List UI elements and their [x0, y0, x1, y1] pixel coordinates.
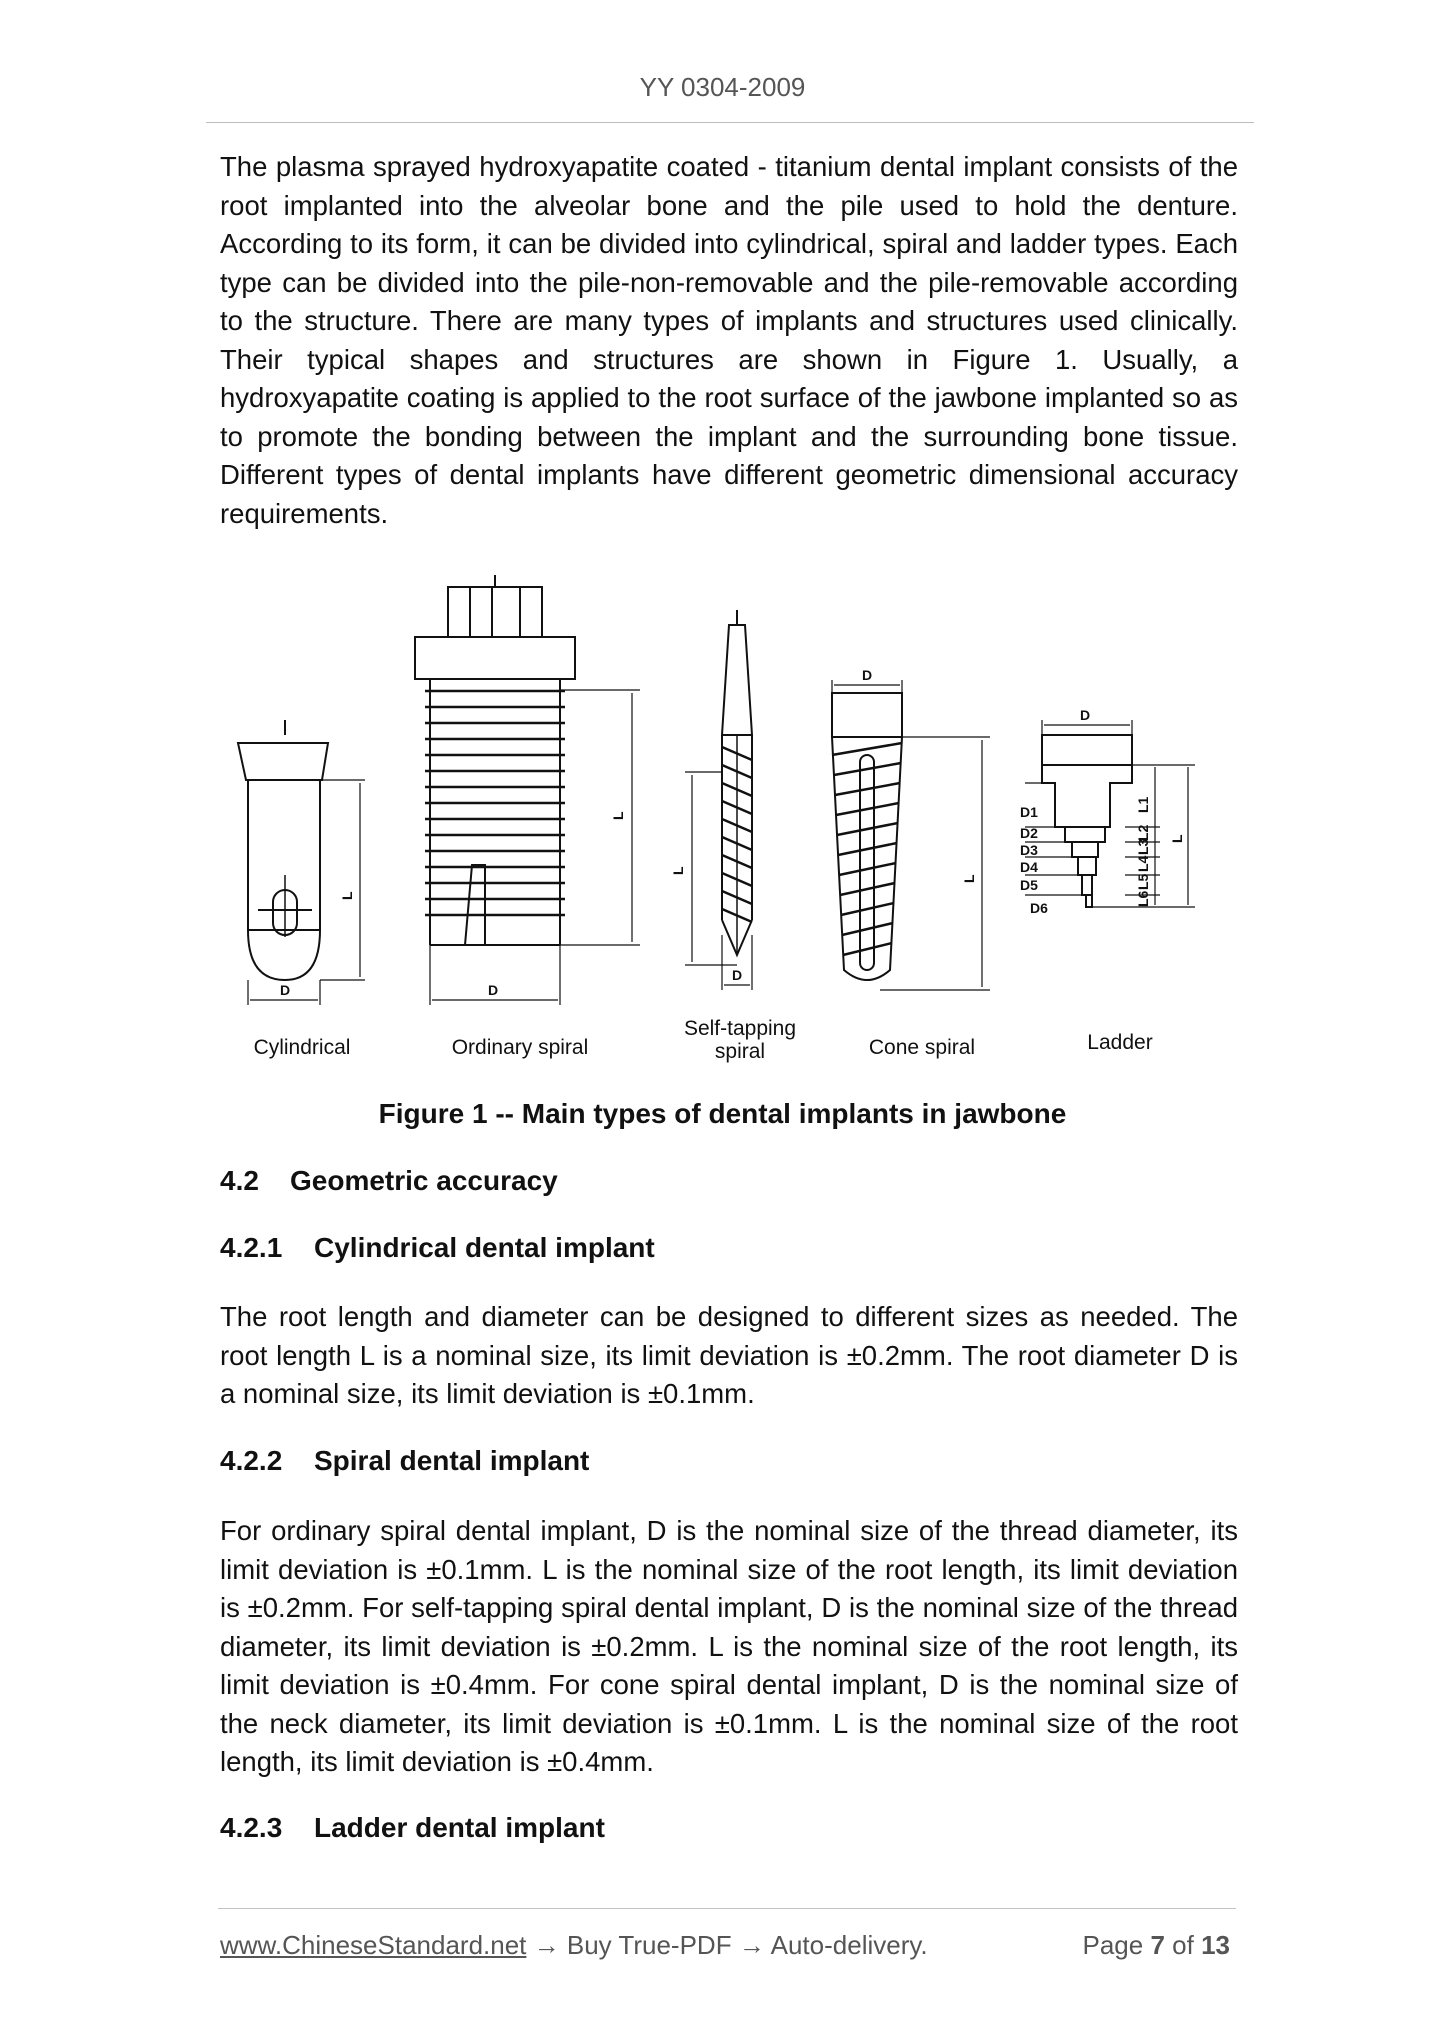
dim-label: L4: [1135, 855, 1151, 872]
arrow-icon: →: [738, 1930, 765, 1960]
ordinary-spiral-implant-drawing: [415, 575, 640, 1005]
arrow-icon: →: [533, 1930, 560, 1960]
cylindrical-implant-drawing: [238, 720, 365, 1005]
delivery-text: Auto-delivery.: [770, 1930, 928, 1960]
section-number: 4.2: [220, 1165, 259, 1196]
section-title: Cylindrical dental implant: [314, 1232, 655, 1263]
section-number: 4.2.2: [220, 1445, 283, 1476]
footer-rule: [218, 1908, 1236, 1909]
label-ladder: Ladder: [1087, 1031, 1153, 1054]
dim-label: L1: [1135, 796, 1151, 813]
dim-label: D6: [1030, 900, 1048, 916]
dim-label: L: [961, 874, 977, 883]
section-number: 4.2.3: [220, 1812, 283, 1843]
section-heading-4-2: [220, 1165, 558, 1197]
page-indicator: [1082, 1930, 1230, 1961]
section-4-2-1-body: The root length and diameter can be designed to different sizes as needed. The root length L is a nominal size, its limit deviation is ±0.2mm. The root diameter D is a nominal size, its limit deviation is ±0.1mm.: [220, 1301, 1238, 1409]
dim-label: D: [280, 982, 291, 998]
implant-diagram: [220, 565, 1238, 1065]
self-tapping-implant-drawing: [685, 610, 752, 990]
section-number: 4.2.1: [220, 1232, 283, 1263]
section-title: Ladder dental implant: [314, 1812, 605, 1843]
dim-label: D3: [1020, 842, 1038, 858]
dim-label: L5: [1135, 873, 1151, 890]
label-cylindrical: Cylindrical: [253, 1036, 351, 1059]
dim-label: L3: [1135, 838, 1151, 855]
page-total: 13: [1201, 1930, 1230, 1960]
cone-spiral-implant-drawing: [832, 680, 990, 990]
label-ordinary-spiral: Ordinary spiral: [451, 1036, 589, 1059]
dim-label: L6: [1135, 890, 1151, 907]
dim-label: L2: [1135, 824, 1151, 841]
section-title: Spiral dental implant: [314, 1445, 590, 1476]
dim-label: L: [339, 891, 355, 900]
footer-links: [220, 1930, 928, 1961]
dim-label: D: [862, 667, 873, 683]
label-self-tapping-line2: spiral: [714, 1040, 766, 1063]
site-link[interactable]: www.ChineseStandard.net: [220, 1930, 527, 1960]
figure-1: [220, 565, 1238, 1065]
section-title: Geometric accuracy: [290, 1165, 558, 1196]
ladder-implant-drawing: [1025, 720, 1195, 907]
intro-paragraph: The plasma sprayed hydroxyapatite coated - titanium dental implant consists of the root implanted into the alveolar bone and the pile used to hold the denture. According to its form, it can be divided into cylindrical, spiral and ladder types. Each type can be divided into the pile-non-removable and the pile-removable according to the structure. There are many types of implants and structures used clinically. Their typical shapes and structures are shown in Figure 1. Usually, a hydroxyapatite coating is applied to the root surface of the jawbone implanted so as to promote the bonding between the implant and the surrounding bone tissue. Different types of dental implants have different geometric dimensional accuracy requirements.: [220, 151, 1238, 529]
section-heading-4-2-1: [220, 1232, 655, 1264]
buy-text: Buy True-PDF: [566, 1930, 732, 1960]
dim-label: D4: [1020, 859, 1038, 875]
document-id-header: YY 0304-2009: [639, 72, 806, 102]
of-word: of: [1172, 1930, 1194, 1960]
section-heading-4-2-3: [220, 1812, 605, 1844]
label-self-tapping-line1: Self-tapping: [683, 1017, 797, 1040]
dim-label: D: [732, 967, 743, 983]
page-number: 7: [1150, 1930, 1165, 1960]
header-rule: [206, 122, 1254, 123]
figure-caption: Figure 1 -- Main types of dental implants in jawbone: [378, 1098, 1067, 1129]
dim-label: D5: [1020, 877, 1038, 893]
dim-label: L: [1169, 834, 1185, 843]
label-cone-spiral: Cone spiral: [868, 1036, 976, 1059]
dim-label: D2: [1020, 825, 1038, 841]
dim-label: D1: [1020, 804, 1038, 820]
dim-label: D: [488, 982, 499, 998]
dim-label: L: [670, 866, 686, 875]
section-4-2-2-body: For ordinary spiral dental implant, D is the nominal size of the thread diameter, its limit deviation is ±0.1mm. L is the nominal size of the root length, its limit deviation is ±0.2mm. For self-tapping spiral dental implant, D is the nominal size of the thread diameter, its limit deviation is ±0.2mm. L is the nominal size of the root length, its limit deviation is ±0.4mm. For cone spiral dental implant, D is the nominal size of the neck diameter, its limit deviation is ±0.1mm. L is the nominal size of the root length, its limit deviation is ±0.4mm.: [220, 1515, 1238, 1777]
page-word: Page: [1082, 1930, 1144, 1960]
dim-label: L: [610, 811, 626, 820]
dim-label: D: [1080, 707, 1091, 723]
section-heading-4-2-2: [220, 1445, 589, 1477]
